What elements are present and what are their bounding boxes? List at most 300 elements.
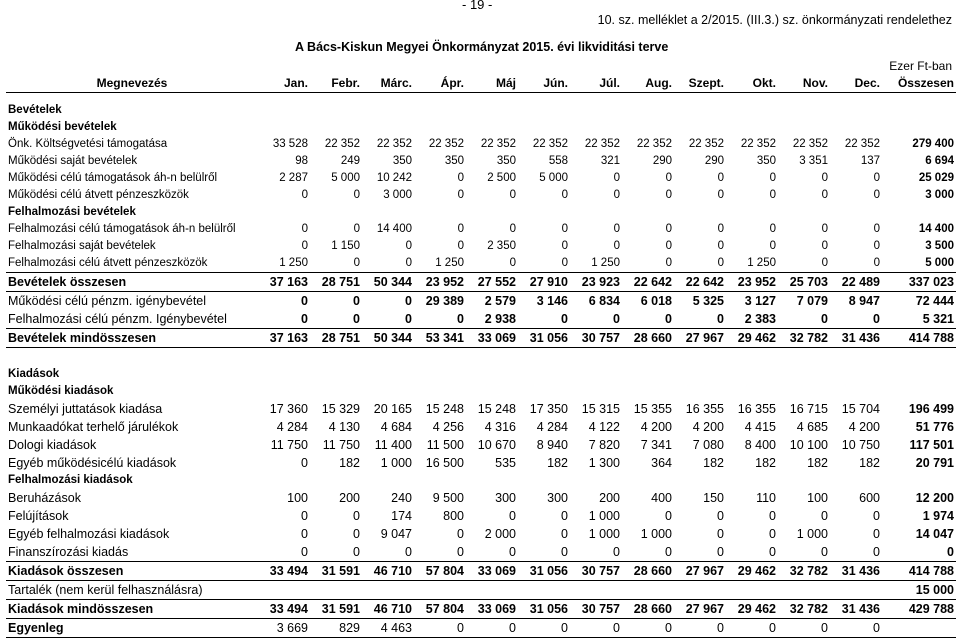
month-value: 16 715 — [789, 401, 828, 416]
month-value: 31 056 — [518, 562, 570, 581]
row-label: Felhalmozási célú támogatások áh-n belülről — [8, 223, 236, 235]
row-label: Dologi kiadások — [8, 437, 97, 452]
month-value — [622, 581, 674, 600]
month-value: 27 552 — [466, 273, 518, 292]
column-header: Jún. — [518, 75, 570, 93]
month-value: 2 500 — [487, 172, 516, 184]
month-value: 31 436 — [830, 329, 882, 348]
month-value: 0 — [301, 455, 308, 470]
row-label: Működési célú pénzm. igénybevétel — [8, 293, 207, 308]
month-value: 1 250 — [279, 257, 308, 269]
month-value: 0 — [301, 526, 308, 541]
month-value: 22 352 — [844, 138, 880, 150]
month-value: 0 — [873, 223, 880, 235]
row-label: Tartalék (nem kerül felhasználásra) — [8, 582, 203, 597]
month-value: 0 — [665, 240, 672, 252]
annex-reference: 10. sz. melléklet a 2/2015. (III.3.) sz. önkormányzati rendelethez — [597, 13, 952, 27]
row-label: Bevételek összesen — [6, 273, 258, 292]
month-value: 23 952 — [726, 273, 778, 292]
month-value: 400 — [651, 490, 672, 505]
month-value: 0 — [457, 189, 464, 201]
month-value: 33 069 — [466, 600, 518, 619]
month-value: 0 — [509, 508, 516, 523]
month-value: 30 757 — [570, 329, 622, 348]
month-value: 2 000 — [484, 526, 516, 541]
month-value: 4 130 — [328, 419, 360, 434]
month-value: 0 — [665, 544, 672, 559]
row-total: 14 400 — [918, 223, 954, 235]
total-row — [6, 600, 956, 619]
month-value: 0 — [821, 172, 828, 184]
month-value: 37 163 — [258, 329, 310, 348]
month-value: 0 — [665, 189, 672, 201]
month-value: 5 000 — [539, 172, 568, 184]
month-value: 27 967 — [674, 329, 726, 348]
month-value: 0 — [769, 172, 776, 184]
month-value: 2 350 — [487, 240, 516, 252]
month-value: 11 750 — [270, 437, 308, 452]
page-number: - 19 - — [462, 0, 493, 12]
month-value: 0 — [509, 257, 516, 269]
month-value: 150 — [703, 490, 724, 505]
month-value: 0 — [873, 544, 880, 559]
month-value: 4 463 — [362, 619, 414, 638]
row-total: 72 444 — [915, 293, 954, 308]
month-value: 182 — [703, 455, 724, 470]
month-value: 33 069 — [466, 562, 518, 581]
month-value: 10 242 — [376, 172, 412, 184]
month-value: 4 200 — [848, 419, 880, 434]
month-value: 30 757 — [570, 600, 622, 619]
table-row — [6, 489, 956, 507]
month-value: 0 — [570, 619, 622, 638]
month-value: 0 — [457, 526, 464, 541]
month-value: 4 200 — [692, 419, 724, 434]
month-value: 249 — [340, 155, 360, 167]
month-value: 0 — [622, 619, 674, 638]
month-value: 829 — [310, 619, 362, 638]
column-header: Okt. — [726, 75, 778, 93]
month-value: 0 — [405, 240, 412, 252]
month-value: 0 — [561, 526, 568, 541]
row-label: Egyéb működésicélú kiadások — [8, 455, 177, 470]
month-value: 0 — [405, 311, 412, 326]
month-value: 23 923 — [570, 273, 622, 292]
month-value: 0 — [561, 311, 568, 326]
month-value: 0 — [769, 223, 776, 235]
month-value: 29 462 — [726, 600, 778, 619]
month-value: 5 000 — [331, 172, 360, 184]
month-value: 0 — [830, 619, 882, 638]
column-header: Dec. — [830, 75, 882, 93]
month-value: 0 — [509, 189, 516, 201]
month-value: 0 — [301, 293, 308, 308]
month-value: 1 250 — [747, 257, 776, 269]
month-value: 0 — [561, 240, 568, 252]
month-value: 0 — [665, 257, 672, 269]
month-value: 57 804 — [414, 562, 466, 581]
month-value — [778, 581, 830, 600]
month-value: 558 — [548, 155, 568, 167]
row-label: Felhalmozási célú pénzm. Igénybevétel — [8, 311, 227, 326]
section-heading-row — [6, 366, 956, 383]
month-value: 0 — [873, 257, 880, 269]
row-total — [882, 619, 956, 638]
month-value: 17 360 — [269, 401, 308, 416]
month-value: 31 591 — [310, 600, 362, 619]
row-label: Működési saját bevételek — [8, 155, 138, 167]
month-value: 0 — [301, 508, 308, 523]
month-value: 28 660 — [622, 329, 674, 348]
month-value: 0 — [769, 544, 776, 559]
month-value: 3 351 — [799, 155, 828, 167]
month-value: 27 967 — [674, 600, 726, 619]
table-row — [6, 436, 956, 454]
month-value: 2 938 — [484, 311, 516, 326]
month-value: 4 200 — [640, 419, 672, 434]
month-value: 32 782 — [778, 562, 830, 581]
month-value: 0 — [466, 619, 518, 638]
month-value: 22 642 — [622, 273, 674, 292]
month-value: 0 — [717, 223, 724, 235]
month-value: 0 — [301, 544, 308, 559]
spacer-row — [6, 93, 956, 103]
section-heading-row — [6, 383, 956, 400]
month-value: 4 684 — [380, 419, 412, 434]
month-value: 0 — [561, 189, 568, 201]
month-value: 0 — [821, 311, 828, 326]
row-label: Önk. Költségvetési támogatása — [8, 138, 168, 150]
month-value: 300 — [495, 490, 516, 505]
month-value: 1 000 — [640, 526, 672, 541]
row-label: Felhalmozási saját bevételek — [8, 240, 156, 252]
month-value: 33 528 — [272, 138, 308, 150]
month-value: 0 — [509, 544, 516, 559]
month-value: 0 — [353, 544, 360, 559]
column-header: Júl. — [570, 75, 622, 93]
month-value: 33 069 — [466, 329, 518, 348]
month-value: 0 — [457, 223, 464, 235]
month-value: 1 000 — [588, 508, 620, 523]
table-row — [6, 454, 956, 472]
liquidity-plan-table — [6, 75, 956, 638]
column-header: Nov. — [778, 75, 830, 93]
row-label: Működési célú támogatások áh-n belülről — [8, 172, 218, 184]
month-value: 0 — [873, 189, 880, 201]
month-value: 0 — [873, 526, 880, 541]
month-value: 33 494 — [258, 600, 310, 619]
month-value: 7 079 — [796, 293, 828, 308]
month-value: 182 — [547, 455, 568, 470]
row-total: 5 000 — [925, 257, 954, 269]
row-total: 279 400 — [912, 138, 954, 150]
month-value — [258, 581, 310, 600]
month-value: 22 489 — [830, 273, 882, 292]
row-label: Működési célú átvett pénzeszközök — [8, 189, 189, 201]
table-row — [6, 170, 956, 187]
column-header: Összesen — [882, 75, 956, 93]
table-row — [6, 310, 956, 329]
column-header: Jan. — [258, 75, 310, 93]
document-title: A Bács-Kiskun Megyei Önkormányzat 2015. évi likviditási terve — [295, 40, 669, 54]
row-total: 117 501 — [909, 437, 954, 452]
month-value: 290 — [704, 155, 724, 167]
month-value: 53 341 — [414, 329, 466, 348]
month-value: 0 — [353, 293, 360, 308]
row-label: Kiadások mindösszesen — [6, 600, 258, 619]
month-value: 28 751 — [310, 273, 362, 292]
column-header: Ápr. — [414, 75, 466, 93]
month-value: 32 782 — [778, 600, 830, 619]
month-value: 57 804 — [414, 600, 466, 619]
month-value: 8 947 — [848, 293, 880, 308]
month-value: 15 248 — [477, 401, 516, 416]
row-total: 3 500 — [925, 240, 954, 252]
month-value: 1 000 — [588, 526, 620, 541]
month-value: 0 — [613, 189, 620, 201]
month-value: 0 — [665, 311, 672, 326]
row-total: 414 788 — [882, 562, 956, 581]
month-value: 7 820 — [588, 437, 620, 452]
month-value: 0 — [613, 311, 620, 326]
table-row — [6, 238, 956, 255]
month-value: 0 — [769, 189, 776, 201]
month-value: 0 — [301, 189, 308, 201]
month-value: 15 704 — [841, 401, 880, 416]
month-value: 22 352 — [740, 138, 776, 150]
section-heading-row — [6, 102, 956, 119]
month-value: 23 952 — [414, 273, 466, 292]
month-value: 31 591 — [310, 562, 362, 581]
month-value: 0 — [613, 240, 620, 252]
month-value: 0 — [821, 223, 828, 235]
row-label: Bevételek mindösszesen — [6, 329, 258, 348]
month-value: 3 669 — [258, 619, 310, 638]
month-value: 8 940 — [536, 437, 568, 452]
month-value: 22 642 — [674, 273, 726, 292]
month-value: 182 — [339, 455, 360, 470]
column-header: Márc. — [362, 75, 414, 93]
month-value: 16 355 — [685, 401, 724, 416]
table-body — [6, 93, 956, 638]
month-value: 0 — [821, 508, 828, 523]
month-value: 1 150 — [331, 240, 360, 252]
month-value: 29 389 — [425, 293, 464, 308]
header-row — [6, 75, 956, 93]
section-heading-row — [6, 472, 956, 489]
month-value: 0 — [717, 526, 724, 541]
month-value: 8 400 — [744, 437, 776, 452]
month-value: 98 — [295, 155, 308, 167]
month-value — [518, 581, 570, 600]
month-value: 6 834 — [588, 293, 620, 308]
row-label: Egyéb felhalmozási kiadások — [8, 526, 170, 541]
month-value: 0 — [821, 240, 828, 252]
month-value: 535 — [495, 455, 516, 470]
row-total: 0 — [947, 544, 954, 559]
month-value: 350 — [392, 155, 412, 167]
month-value: 1 300 — [588, 455, 620, 470]
month-value: 0 — [509, 223, 516, 235]
month-value: 0 — [769, 508, 776, 523]
spacer-row — [6, 357, 956, 366]
row-total: 51 776 — [915, 419, 954, 434]
month-value: 29 462 — [726, 329, 778, 348]
month-value: 0 — [873, 240, 880, 252]
month-value: 200 — [599, 490, 620, 505]
month-value: 182 — [755, 455, 776, 470]
month-value: 0 — [561, 508, 568, 523]
column-header: Megnevezés — [6, 75, 258, 93]
month-value: 1 250 — [435, 257, 464, 269]
month-value: 0 — [717, 544, 724, 559]
section-heading-row — [6, 204, 956, 221]
month-value: 0 — [717, 189, 724, 201]
month-value: 0 — [353, 189, 360, 201]
month-value: 32 782 — [778, 329, 830, 348]
column-header: Aug. — [622, 75, 674, 93]
month-value: 800 — [443, 508, 464, 523]
section-heading: Felhalmozási kiadások — [8, 474, 133, 486]
month-value: 4 316 — [484, 419, 516, 434]
month-value: 6 018 — [640, 293, 672, 308]
month-value: 0 — [717, 257, 724, 269]
month-value: 4 122 — [588, 419, 620, 434]
month-value: 28 660 — [622, 562, 674, 581]
month-value: 0 — [353, 526, 360, 541]
month-value: 4 415 — [744, 419, 776, 434]
month-value: 22 352 — [324, 138, 360, 150]
month-value: 9 500 — [432, 490, 464, 505]
month-value: 0 — [561, 544, 568, 559]
month-value: 14 400 — [376, 223, 412, 235]
month-value: 290 — [652, 155, 672, 167]
month-value: 22 352 — [428, 138, 464, 150]
month-value: 33 494 — [258, 562, 310, 581]
month-value: 22 352 — [480, 138, 516, 150]
month-value: 29 462 — [726, 562, 778, 581]
month-value: 100 — [807, 490, 828, 505]
month-value: 100 — [287, 490, 308, 505]
spacer-cell — [6, 93, 956, 103]
month-value: 0 — [674, 619, 726, 638]
month-value: 174 — [391, 508, 412, 523]
month-value: 0 — [457, 311, 464, 326]
month-value: 0 — [665, 172, 672, 184]
month-value: 300 — [547, 490, 568, 505]
month-value: 50 344 — [362, 273, 414, 292]
month-value: 0 — [301, 223, 308, 235]
month-value: 22 352 — [584, 138, 620, 150]
row-label: Felhalmozási célú átvett pénzeszközök — [8, 257, 208, 269]
month-value: 22 352 — [636, 138, 672, 150]
month-value: 0 — [414, 619, 466, 638]
month-value: 137 — [860, 155, 880, 167]
month-value: 0 — [457, 172, 464, 184]
month-value: 46 710 — [362, 562, 414, 581]
row-total: 6 694 — [925, 155, 954, 167]
month-value — [362, 581, 414, 600]
month-value: 0 — [717, 172, 724, 184]
month-value: 0 — [769, 526, 776, 541]
month-value: 10 100 — [789, 437, 828, 452]
month-value: 31 436 — [830, 600, 882, 619]
section-heading: Bevételek — [8, 104, 62, 116]
month-value — [674, 581, 726, 600]
table-row — [6, 543, 956, 562]
month-value: 17 350 — [529, 401, 568, 416]
month-value: 3 000 — [383, 189, 412, 201]
month-value: 11 750 — [322, 437, 360, 452]
month-value: 10 750 — [841, 437, 880, 452]
month-value: 350 — [756, 155, 776, 167]
table-row — [6, 187, 956, 204]
month-value: 0 — [873, 508, 880, 523]
row-total: 1 974 — [922, 508, 954, 523]
month-value — [726, 581, 778, 600]
month-value: 0 — [457, 544, 464, 559]
month-value: 4 685 — [796, 419, 828, 434]
section-heading: Működési kiadások — [8, 385, 114, 397]
row-total: 5 321 — [922, 311, 954, 326]
month-value: 0 — [769, 240, 776, 252]
table-row — [6, 581, 956, 600]
month-value — [310, 581, 362, 600]
month-value: 110 — [756, 490, 776, 505]
month-value: 25 703 — [778, 273, 830, 292]
month-value: 0 — [613, 544, 620, 559]
month-value: 0 — [353, 311, 360, 326]
row-total: 12 200 — [915, 490, 954, 505]
month-value: 240 — [391, 490, 412, 505]
spacer-row — [6, 348, 956, 358]
month-value: 182 — [859, 455, 880, 470]
table-row — [6, 292, 956, 311]
month-value — [466, 581, 518, 600]
month-value: 11 500 — [426, 437, 464, 452]
month-value: 0 — [717, 508, 724, 523]
table-row — [6, 418, 956, 436]
month-value — [414, 581, 466, 600]
month-value: 0 — [301, 311, 308, 326]
month-value: 1 000 — [380, 455, 412, 470]
month-value: 0 — [778, 619, 830, 638]
month-value: 16 355 — [737, 401, 776, 416]
month-value: 0 — [821, 544, 828, 559]
row-total: 15 000 — [915, 582, 954, 597]
row-total: 337 023 — [882, 273, 956, 292]
spacer-cell — [6, 357, 956, 366]
month-value: 321 — [600, 155, 620, 167]
month-value: 0 — [353, 223, 360, 235]
month-value: 2 579 — [484, 293, 516, 308]
month-value: 15 248 — [425, 401, 464, 416]
month-value: 350 — [496, 155, 516, 167]
table-row — [6, 255, 956, 273]
month-value: 0 — [518, 619, 570, 638]
month-value: 0 — [353, 257, 360, 269]
section-heading: Felhalmozási bevételek — [8, 206, 136, 218]
month-value: 27 910 — [518, 273, 570, 292]
month-value: 27 967 — [674, 562, 726, 581]
table-row — [6, 136, 956, 153]
month-value: 11 400 — [374, 437, 412, 452]
month-value: 0 — [353, 508, 360, 523]
month-value: 200 — [339, 490, 360, 505]
column-header: Szept. — [674, 75, 726, 93]
month-value: 182 — [807, 455, 828, 470]
month-value: 0 — [665, 223, 672, 235]
